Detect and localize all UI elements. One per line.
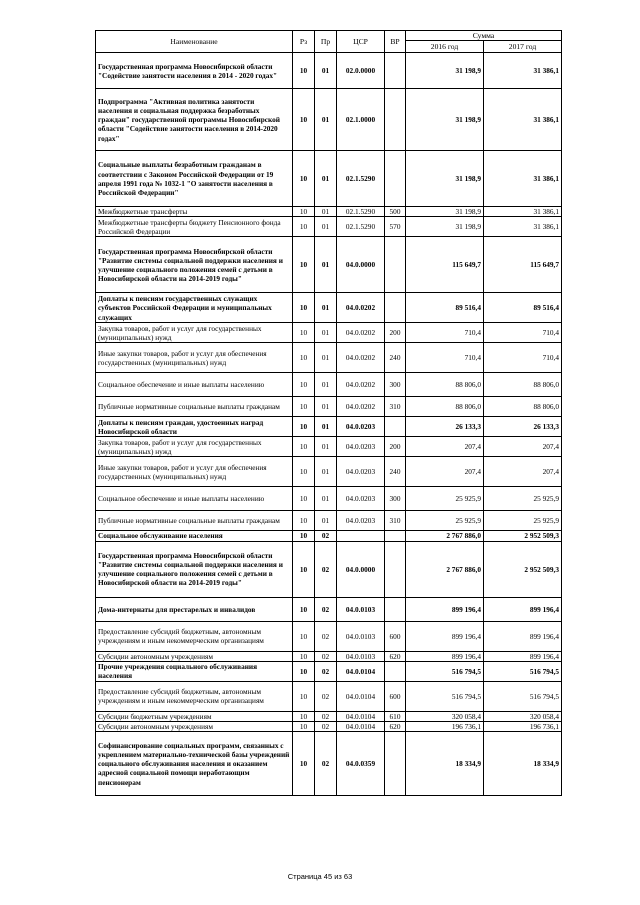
cell-csr: 04.0.0103 (337, 621, 385, 651)
table-row (96, 597, 562, 621)
cell-csr: 02.1.5290 (337, 217, 385, 237)
cell-pr: 01 (315, 437, 337, 457)
cell-s2: 207,4 (484, 437, 562, 457)
cell-rz: 10 (293, 397, 315, 417)
page-footer: Страница 45 из 63 (287, 872, 353, 881)
cell-name: Государственная программа Новосибирской области "Развитие системы социальной поддержки населения и улучшение социального положения семей с детьми в Новосибирской области на 2014-2019 годы" (96, 541, 293, 597)
cell-name: Дома-интернаты для престарелых и инвалидов (96, 597, 293, 621)
cell-name: Софинансирование социальных программ, связанных с укреплением материально-технической базы учреждений социального обслуживания населения и оказанием адресной социальной помощи неработающим пенсионерам (96, 732, 293, 796)
cell-rz: 10 (293, 541, 315, 597)
cell-s1: 320 058,4 (406, 711, 484, 721)
header-pr: Пр (315, 31, 337, 53)
table-row (96, 651, 562, 661)
table-row (96, 541, 562, 597)
cell-vr: 300 (385, 487, 406, 511)
cell-csr: 04.0.0104 (337, 681, 385, 711)
cell-vr: 200 (385, 437, 406, 457)
cell-pr: 01 (315, 417, 337, 437)
cell-csr: 04.0.0202 (337, 397, 385, 417)
cell-s2: 115 649,7 (484, 237, 562, 293)
cell-s2: 320 058,4 (484, 711, 562, 721)
cell-vr (385, 89, 406, 151)
cell-rz: 10 (293, 597, 315, 621)
cell-rz: 10 (293, 487, 315, 511)
cell-name: Социальное обеспечение и иные выплаты населению (96, 373, 293, 397)
cell-vr (385, 293, 406, 323)
cell-pr: 01 (315, 373, 337, 397)
cell-s1: 31 198,9 (406, 89, 484, 151)
cell-vr: 600 (385, 621, 406, 651)
cell-name: Государственная программа Новосибирской области "Содействие занятости населения в 2014 - 2020 годах" (96, 53, 293, 89)
cell-csr: 04.0.0359 (337, 732, 385, 796)
cell-rz: 10 (293, 661, 315, 681)
cell-csr: 04.0.0103 (337, 651, 385, 661)
cell-pr: 01 (315, 343, 337, 373)
cell-csr: 04.0.0103 (337, 597, 385, 621)
cell-csr: 04.0.0000 (337, 237, 385, 293)
cell-name: Субсидии автономным учреждениям (96, 651, 293, 661)
cell-csr: 04.0.0104 (337, 711, 385, 721)
table-row (96, 457, 562, 487)
cell-csr: 04.0.0202 (337, 343, 385, 373)
cell-pr: 02 (315, 597, 337, 621)
cell-pr: 02 (315, 681, 337, 711)
cell-s2: 2 952 509,3 (484, 541, 562, 597)
cell-pr: 01 (315, 237, 337, 293)
header-year-2016: 2016 год (406, 41, 484, 53)
cell-s2: 710,4 (484, 323, 562, 343)
cell-pr: 02 (315, 531, 337, 541)
cell-name: Межбюджетные трансферты бюджету Пенсионного фонда Российской Федерации (96, 217, 293, 237)
cell-s2: 516 794,5 (484, 661, 562, 681)
cell-s1: 25 925,9 (406, 511, 484, 531)
header-year-2017: 2017 год (484, 41, 562, 53)
table-row (96, 487, 562, 511)
cell-s2: 899 196,4 (484, 597, 562, 621)
header-name: Наименование (96, 31, 293, 53)
cell-name: Предоставление субсидий бюджетным, автономным учреждениям и иным некоммерческим организациям (96, 621, 293, 651)
cell-csr: 04.0.0202 (337, 293, 385, 323)
cell-s2: 2 952 509,3 (484, 531, 562, 541)
cell-name: Субсидии автономным учреждениям (96, 722, 293, 732)
cell-rz: 10 (293, 151, 315, 207)
cell-csr: 04.0.0203 (337, 511, 385, 531)
table-row (96, 437, 562, 457)
cell-vr: 240 (385, 457, 406, 487)
cell-pr: 02 (315, 711, 337, 721)
cell-pr: 01 (315, 207, 337, 217)
cell-s2: 899 196,4 (484, 621, 562, 651)
cell-csr: 04.0.0203 (337, 417, 385, 437)
cell-s2: 516 794,5 (484, 681, 562, 711)
table-row (96, 343, 562, 373)
cell-s1: 2 767 886,0 (406, 541, 484, 597)
cell-s2: 31 386,1 (484, 217, 562, 237)
cell-s1: 196 736,1 (406, 722, 484, 732)
cell-s1: 31 198,9 (406, 151, 484, 207)
cell-s1: 516 794,5 (406, 681, 484, 711)
table-row (96, 511, 562, 531)
cell-rz: 10 (293, 207, 315, 217)
header-sum: Сумма (406, 31, 562, 41)
cell-vr: 300 (385, 373, 406, 397)
cell-rz: 10 (293, 417, 315, 437)
cell-name: Предоставление субсидий бюджетным, автономным учреждениям и иным некоммерческим организациям (96, 681, 293, 711)
cell-vr (385, 531, 406, 541)
cell-vr: 200 (385, 323, 406, 343)
cell-name: Межбюджетные трансферты (96, 207, 293, 217)
cell-s2: 207,4 (484, 457, 562, 487)
cell-vr: 310 (385, 511, 406, 531)
cell-pr: 01 (315, 53, 337, 89)
cell-s1: 899 196,4 (406, 597, 484, 621)
table-body (96, 53, 562, 796)
cell-csr: 04.0.0104 (337, 661, 385, 681)
cell-pr: 02 (315, 661, 337, 681)
cell-rz: 10 (293, 621, 315, 651)
table-row (96, 732, 562, 796)
cell-csr: 02.1.0000 (337, 89, 385, 151)
cell-csr: 04.0.0203 (337, 437, 385, 457)
cell-s2: 89 516,4 (484, 293, 562, 323)
cell-vr: 610 (385, 711, 406, 721)
table-row (96, 217, 562, 237)
cell-s1: 26 133,3 (406, 417, 484, 437)
cell-csr: 04.0.0202 (337, 323, 385, 343)
table-row (96, 323, 562, 343)
cell-s1: 31 198,9 (406, 53, 484, 89)
cell-name: Публичные нормативные социальные выплаты гражданам (96, 511, 293, 531)
cell-s1: 115 649,7 (406, 237, 484, 293)
cell-name: Иные закупки товаров, работ и услуг для обеспечения государственных (муниципальных) нужд (96, 343, 293, 373)
table-row (96, 293, 562, 323)
cell-pr: 01 (315, 457, 337, 487)
table-row (96, 711, 562, 721)
cell-csr (337, 531, 385, 541)
table-row (96, 722, 562, 732)
cell-s1: 31 198,9 (406, 217, 484, 237)
cell-pr: 02 (315, 621, 337, 651)
cell-rz: 10 (293, 681, 315, 711)
cell-vr (385, 237, 406, 293)
cell-name: Доплаты к пенсиям граждан, удостоенных наград Новосибирской области (96, 417, 293, 437)
cell-rz: 10 (293, 722, 315, 732)
cell-rz: 10 (293, 373, 315, 397)
cell-pr: 02 (315, 541, 337, 597)
table-row (96, 417, 562, 437)
cell-rz: 10 (293, 732, 315, 796)
cell-csr: 02.1.5290 (337, 151, 385, 207)
cell-s1: 25 925,9 (406, 487, 484, 511)
table-row (96, 621, 562, 651)
cell-vr (385, 661, 406, 681)
cell-name: Подпрограмма "Активная политика занятости населения и социальная поддержка безработных граждан" государственной программы Новосибирской области "Содействие занятости населения в 2014-2020 годах" (96, 89, 293, 151)
cell-vr: 620 (385, 651, 406, 661)
header-vr: ВР (385, 31, 406, 53)
cell-vr: 570 (385, 217, 406, 237)
cell-vr (385, 541, 406, 597)
cell-rz: 10 (293, 53, 315, 89)
cell-name: Социальные выплаты безработным гражданам в соответствии с Законом Российской Федерации от 19 апреля 1991 года № 1032-1 "О занятости населения в Российской Федерации" (96, 151, 293, 207)
cell-csr: 04.0.0104 (337, 722, 385, 732)
cell-csr: 04.0.0203 (337, 457, 385, 487)
cell-pr: 01 (315, 89, 337, 151)
cell-s2: 18 334,9 (484, 732, 562, 796)
cell-pr: 01 (315, 397, 337, 417)
cell-s2: 899 196,4 (484, 651, 562, 661)
cell-rz: 10 (293, 437, 315, 457)
cell-rz: 10 (293, 457, 315, 487)
cell-s1: 18 334,9 (406, 732, 484, 796)
cell-name: Закупка товаров, работ и услуг для государственных (муниципальных) нужд (96, 437, 293, 457)
cell-vr: 500 (385, 207, 406, 217)
cell-rz: 10 (293, 89, 315, 151)
cell-pr: 01 (315, 511, 337, 531)
cell-name: Иные закупки товаров, работ и услуг для обеспечения государственных (муниципальных) нужд (96, 457, 293, 487)
cell-name: Публичные нормативные социальные выплаты гражданам (96, 397, 293, 417)
header-rz: Рз (293, 31, 315, 53)
cell-s2: 25 925,9 (484, 511, 562, 531)
table-row (96, 397, 562, 417)
cell-pr: 02 (315, 732, 337, 796)
cell-csr: 04.0.0202 (337, 373, 385, 397)
table-row (96, 531, 562, 541)
cell-pr: 01 (315, 217, 337, 237)
cell-s1: 899 196,4 (406, 651, 484, 661)
table-row (96, 681, 562, 711)
cell-s1: 207,4 (406, 457, 484, 487)
cell-s1: 88 806,0 (406, 397, 484, 417)
cell-name: Субсидии бюджетным учреждениям (96, 711, 293, 721)
cell-rz: 10 (293, 651, 315, 661)
cell-vr: 240 (385, 343, 406, 373)
cell-s1: 516 794,5 (406, 661, 484, 681)
cell-pr: 01 (315, 151, 337, 207)
cell-name: Доплаты к пенсиям государственных служащих субъектов Российской Федерации и муниципальных служащих (96, 293, 293, 323)
table-row (96, 53, 562, 89)
cell-s2: 710,4 (484, 343, 562, 373)
cell-vr (385, 417, 406, 437)
cell-name: Государственная программа Новосибирской области "Развитие системы социальной поддержки населения и улучшение социального положения семей с детьми в Новосибирской области на 2014-2019 годы" (96, 237, 293, 293)
cell-s1: 710,4 (406, 343, 484, 373)
cell-s1: 710,4 (406, 323, 484, 343)
cell-csr: 02.0.0000 (337, 53, 385, 89)
cell-s2: 31 386,1 (484, 53, 562, 89)
cell-rz: 10 (293, 511, 315, 531)
cell-s2: 31 386,1 (484, 207, 562, 217)
budget-table (95, 30, 562, 796)
cell-s1: 899 196,4 (406, 621, 484, 651)
cell-s2: 196 736,1 (484, 722, 562, 732)
cell-name: Закупка товаров, работ и услуг для государственных (муниципальных) нужд (96, 323, 293, 343)
cell-s2: 25 925,9 (484, 487, 562, 511)
cell-s2: 31 386,1 (484, 89, 562, 151)
cell-name: Социальное обслуживание населения (96, 531, 293, 541)
table-row (96, 89, 562, 151)
cell-rz: 10 (293, 293, 315, 323)
table-row (96, 237, 562, 293)
cell-rz: 10 (293, 343, 315, 373)
cell-s2: 88 806,0 (484, 373, 562, 397)
table-row (96, 151, 562, 207)
cell-vr: 620 (385, 722, 406, 732)
table-row (96, 661, 562, 681)
cell-vr (385, 53, 406, 89)
cell-name: Социальное обеспечение и иные выплаты населению (96, 487, 293, 511)
cell-rz: 10 (293, 711, 315, 721)
cell-s1: 207,4 (406, 437, 484, 457)
cell-csr: 02.1.5290 (337, 207, 385, 217)
cell-pr: 02 (315, 722, 337, 732)
header-csr: ЦСР (337, 31, 385, 53)
cell-s1: 88 806,0 (406, 373, 484, 397)
cell-vr: 310 (385, 397, 406, 417)
cell-rz: 10 (293, 217, 315, 237)
cell-s2: 88 806,0 (484, 397, 562, 417)
cell-vr: 600 (385, 681, 406, 711)
table-row (96, 207, 562, 217)
cell-s2: 26 133,3 (484, 417, 562, 437)
cell-rz: 10 (293, 323, 315, 343)
cell-csr: 04.0.0203 (337, 487, 385, 511)
cell-vr (385, 597, 406, 621)
cell-name: Прочие учреждения социального обслуживания населения (96, 661, 293, 681)
cell-pr: 01 (315, 323, 337, 343)
cell-s1: 89 516,4 (406, 293, 484, 323)
cell-vr (385, 151, 406, 207)
cell-rz: 10 (293, 237, 315, 293)
cell-csr: 04.0.0000 (337, 541, 385, 597)
cell-s1: 2 767 886,0 (406, 531, 484, 541)
cell-rz: 10 (293, 531, 315, 541)
table-row (96, 373, 562, 397)
cell-s1: 31 198,9 (406, 207, 484, 217)
cell-vr (385, 732, 406, 796)
cell-pr: 01 (315, 293, 337, 323)
cell-s2: 31 386,1 (484, 151, 562, 207)
cell-pr: 02 (315, 651, 337, 661)
cell-pr: 01 (315, 487, 337, 511)
